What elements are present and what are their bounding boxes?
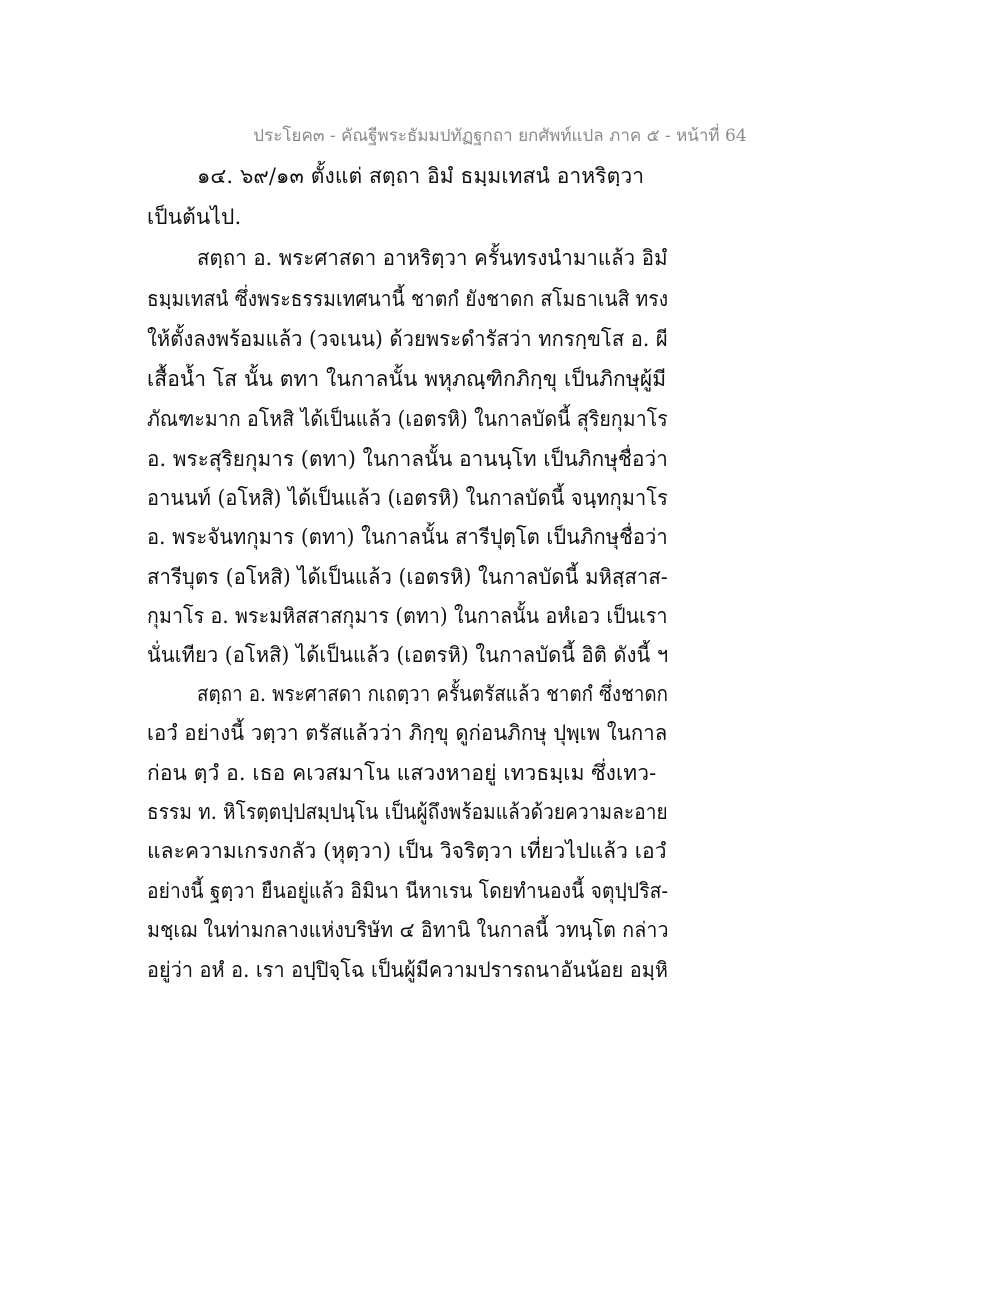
text-line: เอวํ อย่างนี้ วตฺวา ตรัสแล้วว่า ภิกฺขุ ดูก่อนภิกษุ ปุพฺเพ ในกาล — [147, 721, 668, 745]
text-line: ให้ตั้งลงพร้อมแล้ว (วจเนน) ด้วยพระดำรัสว่า ทกรกฺขโส อ. ผี — [147, 327, 668, 351]
text-line: อ. พระจันทกุมาร (ตทา) ในกาลนั้น สารีปุตฺโต เป็นภิกษุชื่อว่า — [147, 525, 668, 549]
text-line: ธมฺมเทสนํ ซึ่งพระธรรมเทศนานี้ ชาตกํ ยังชาดก สโมธาเนสิ ทรง — [147, 287, 669, 311]
text-line: ภัณฑะมาก อโหสิ ได้เป็นแล้ว (เอตรหิ) ในกาลบัดนี้ สุริยกุมาโร — [147, 407, 668, 431]
text-line: นั่นเทียว (อโหสิ) ได้เป็นแล้ว (เอตรหิ) ในกาลบัดนี้ อิติ ดังนี้ ฯ — [147, 643, 669, 667]
text-line: ก่อน ตฺวํ อ. เธอ คเวสมาโน แสวงหาอยู่ เทวธมฺเม ซึ่งเทว- — [147, 761, 657, 785]
text-line: สตฺถา อ. พระศาสดา อาหริตฺวา ครั้นทรงนำมาแล้ว อิมํ — [197, 246, 668, 270]
text-line: อ. พระสุริยกุมาร (ตทา) ในกาลนั้น อานนฺโท เป็นภิกษุชื่อว่า — [147, 447, 668, 471]
text-line: กุมาโร อ. พระมหิสสาสกุมาร (ตทา) ในกาลนั้น อหํเอว เป็นเรา — [147, 604, 668, 628]
text-line: สารีบุตร (อโหสิ) ได้เป็นแล้ว (เอตรหิ) ในกาลบัดนี้ มหิสฺสาส- — [147, 565, 668, 589]
text-line: ธรรม ท. หิโรตฺตปฺปสมฺปนฺโน เป็นผู้ถึงพร้อมแล้วด้วยความละอาย — [147, 800, 668, 824]
page-header: ประโยค๓ - คัณฐีพระธัมมปทัฏฐกถา ยกศัพท์แปล ภาค ๕ - หน้าที่ 64 — [253, 126, 747, 146]
text-line: อานนท์ (อโหสิ) ได้เป็นแล้ว (เอตรหิ) ในกาลบัดนี้ จนฺทกุมาโร — [147, 486, 668, 510]
text-line: สตฺถา อ. พระศาสดา กเถตฺวา ครั้นตรัสแล้ว ชาตกํ ซึ่งชาดก — [197, 682, 669, 706]
text-line: อยู่ว่า อหํ อ. เรา อปฺปิจฺโฉ เป็นผู้มีความปรารถนาอันน้อย อมฺหิ — [147, 958, 669, 982]
text-line: เป็นต้นไป. — [147, 205, 242, 229]
text-line: ๑๔. ๖๙/๑๓ ตั้งแต่ สตฺถา อิมํ ธมฺมเทสนํ อาหริตฺวา — [197, 164, 645, 188]
text-line: มชฺเฌ ในท่ามกลางแห่งบริษัท ๔ อิทานิ ในกาลนี้ วทนฺโต กล่าว — [147, 918, 669, 942]
text-line: และความเกรงกลัว (หุตฺวา) เป็น วิจริตฺวา เที่ยวไปแล้ว เอวํ — [147, 839, 667, 863]
text-line: เสื้อน้ำ โส นั้น ตทา ในกาลนั้น พหุภณฺฑิกภิกฺขุ เป็นภิกษุผู้มี — [147, 367, 667, 391]
text-line: อย่างนี้ ฐตฺวา ยืนอยู่แล้ว อิมินา นีหาเรน โดยทำนองนี้ จตุปฺปริส- — [147, 879, 669, 903]
